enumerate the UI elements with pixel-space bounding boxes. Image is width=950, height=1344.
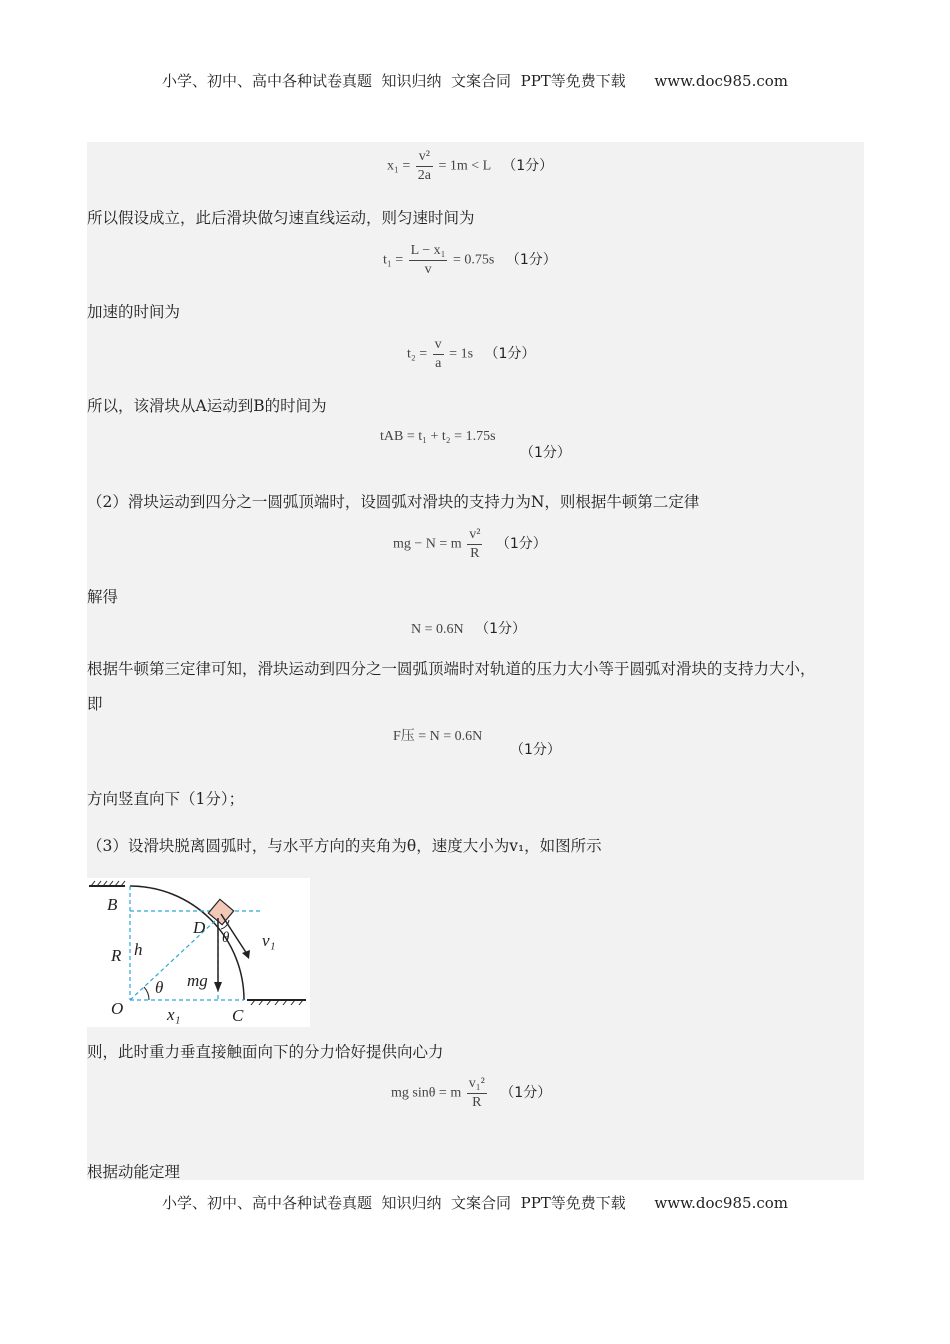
- text-line-2: 加速的时间为: [87, 303, 181, 321]
- score-label: （1分）: [484, 345, 536, 362]
- label-mg: mg: [187, 971, 208, 990]
- score-label: （1分）: [520, 445, 571, 461]
- score-label: （1分）: [502, 157, 554, 174]
- equation-fya: F压 = N = 0.6N: [393, 729, 483, 744]
- label-o: O: [111, 999, 124, 1018]
- equation-t2: t₂ = $\frac{v}{a}$ = 1s （1分）: [407, 337, 536, 371]
- label-d: D: [193, 918, 206, 937]
- text-line-9: （3）设滑块脱离圆弧时，与水平方向的夹角为θ，速度大小为v₁，如图所示: [87, 837, 602, 855]
- score-label: （1分）: [500, 1084, 552, 1101]
- score-label: （1分）: [475, 621, 527, 637]
- label-c: C: [232, 1006, 244, 1025]
- label-h: h: [134, 940, 143, 959]
- page-header: 小学、初中、高中各种试卷真题 知识归纳 文案合同 PPT等免费下载 www.doc985.com: [161, 72, 788, 90]
- page-footer: 小学、初中、高中各种试卷真题 知识归纳 文案合同 PPT等免费下载 www.doc985.com: [161, 1194, 788, 1212]
- label-x1: x₁: [167, 1005, 181, 1024]
- text-line-3: 所以，该滑块从A运动到B的时间为: [87, 397, 327, 415]
- label-v1: v₁: [262, 931, 276, 950]
- equation-n: N = 0.6N （1分）: [411, 621, 527, 637]
- equation-tab: tAB = t₁ + t₂ = 1.75s: [380, 429, 496, 444]
- text-line-8: 方向竖直向下（1分）；: [87, 790, 245, 808]
- score-label: （1分）: [510, 742, 561, 758]
- solution-content: [87, 142, 864, 1180]
- text-line-10: 则，此时重力垂直接触面向下的分力恰好提供向心力: [87, 1043, 444, 1061]
- label-b: B: [107, 895, 118, 914]
- arc-diagram: [87, 878, 310, 1027]
- label-theta-bottom: θ: [155, 978, 164, 997]
- equation-centripetal: mg sinθ = m $\frac{\text{v₁²}}{R}$ （1分）: [391, 1076, 552, 1110]
- score-label: （1分）: [495, 535, 547, 552]
- text-line-5: 解得: [87, 588, 119, 606]
- equation-newton2: mg − N = m $\frac{\text{v²}}{R}$ （1分）: [393, 527, 547, 561]
- text-line-7: 即: [87, 695, 103, 713]
- text-line-4: （2）滑块运动到四分之一圆弧顶端时，设圆弧对滑块的支持力为N，则根据牛顿第二定律: [87, 493, 700, 511]
- text-line-1: 所以假设成立，此后滑块做匀速直线运动，则匀速时间为: [87, 209, 475, 227]
- text-line-6: 根据牛顿第三定律可知，滑块运动到四分之一圆弧顶端时对轨道的压力大小等于圆弧对滑块的支持力大小，: [87, 660, 816, 678]
- equation-x1: x₁ = $\frac{\text{v²}}{2a}$ = 1m < L （1分）: [387, 149, 554, 183]
- text-line-11: 根据动能定理: [87, 1163, 181, 1181]
- label-theta-top: θ: [222, 930, 230, 946]
- label-r: R: [111, 946, 122, 965]
- score-label: （1分）: [505, 251, 557, 268]
- equation-t1: t₁ = $\frac{\text{L − x₁}}{v}$ = 0.75s （1分）: [383, 243, 557, 277]
